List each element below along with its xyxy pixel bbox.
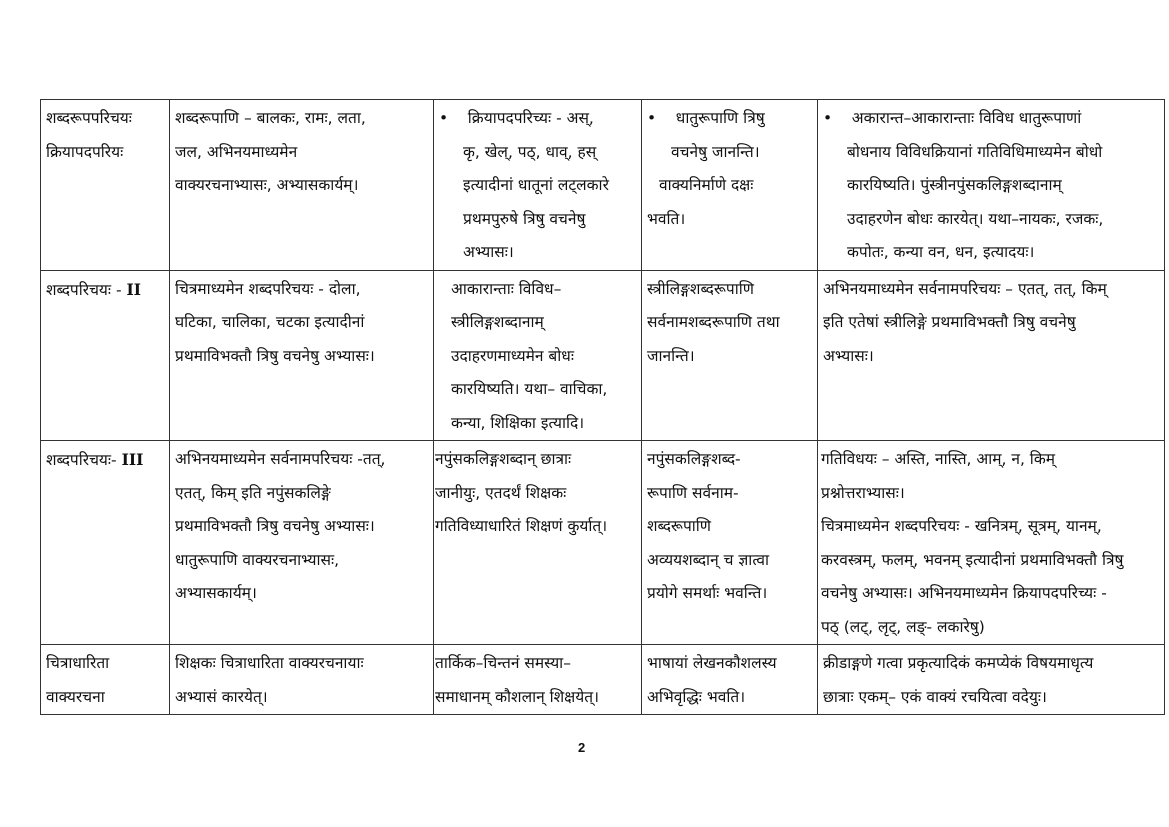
- activity-line: क्रियापदपरिच्यः - अस्,: [467, 109, 594, 127]
- activity-line: कारयिष्यति। यथा– वाचिका,: [451, 380, 608, 398]
- content-cell: [170, 100, 434, 271]
- page-number: 2: [578, 740, 586, 755]
- method-line: पठ् (लट्, लृट्, लङ्- लकारेषु): [821, 617, 985, 636]
- topic-line: शब्दपरिचयः -: [46, 280, 127, 299]
- outcome-line: भाषायां लेखनकौशलस्य: [647, 654, 777, 672]
- content-line: घटिका, चालिका, चटका इत्यादीनां: [175, 313, 365, 331]
- content-cell: [170, 270, 434, 441]
- topic-line: चित्राधारिता: [46, 654, 110, 672]
- method-line: कपोतः, कन्या वन, धन, इत्यादयः।: [847, 243, 1035, 261]
- content-line: धातुरूपाणि वाक्यरचनाभ्यासः,: [175, 550, 340, 569]
- topic-cell: [41, 441, 170, 645]
- method-cell: [818, 100, 1165, 271]
- method-cell: [818, 270, 1165, 441]
- activity-line: इत्यादीनां धातूनां लट्लकारे: [463, 176, 609, 194]
- activity-line: जानीयुः, एतदर्थं शिक्षकः: [435, 483, 567, 502]
- content-line: वाक्यरचनाभ्यासः, अभ्यासकार्यम्।: [175, 176, 359, 194]
- outcome-line: रूपाणि सर्वनाम-: [647, 483, 739, 502]
- method-line: चित्रमाध्यमेन शब्दपरिचयः - खनित्रम्, सूत्रम्, यानम्,: [821, 517, 1102, 535]
- outcome-line: धातुरूपाणि त्रिषु: [675, 109, 765, 127]
- content-line: शिक्षकः चित्राधारिता वाक्यरचनायाः: [175, 654, 364, 672]
- bullet-icon: •: [439, 109, 449, 127]
- activity-line: उदाहरणमाध्यमेन बोधः: [451, 346, 574, 365]
- method-line: अकारान्त–आकारान्ताः विविध धातुरूपाणां: [851, 109, 1082, 127]
- method-line: अभ्यासः।: [823, 346, 874, 365]
- activity-cell: [434, 270, 642, 441]
- outcome-line: जानन्ति।: [647, 346, 695, 365]
- topic-cell: [41, 270, 170, 441]
- activity-line: प्रथमपुरुषे त्रिषु वचनेषु: [463, 209, 586, 228]
- outcome-line: शब्दरूपाणि: [647, 517, 712, 535]
- method-line: कारयिष्यति। पुंस्त्रीनपुंसकलिङ्गशब्दानाम्: [847, 176, 1062, 194]
- content-line: जल, अभिनयमाध्यमेन: [175, 142, 298, 161]
- method-line: बोधनाय विविधक्रियानां गतिविधिमाध्यमेन बोधो: [847, 142, 1103, 161]
- method-cell: [818, 441, 1165, 645]
- activity-line: स्त्रीलिङ्गशब्दानाम्: [451, 313, 544, 331]
- outcome-cell: [642, 441, 818, 645]
- method-line: छात्राः एकम्– एकं वाक्यं रचयित्वा वदेयुः।: [823, 687, 1047, 706]
- outcome-line: सर्वनामशब्दरूपाणि तथा: [647, 313, 780, 331]
- activity-cell: [434, 100, 642, 271]
- topic-numeral: III: [121, 450, 144, 469]
- bullet-line: [647, 102, 812, 136]
- table-row: [41, 270, 1165, 441]
- method-line: प्रश्नोत्तराभ्यासः।: [821, 483, 905, 502]
- method-line: उदाहरणेन बोधः कारयेत्। यथा–नायकः, रजकः,: [847, 209, 1104, 228]
- content-line: अभ्यासं कारयेत्।: [175, 687, 268, 706]
- content-line: चित्रमाध्यमेन शब्दपरिचयः - दोला,: [175, 279, 361, 298]
- topic-cell: [41, 100, 170, 271]
- syllabus-table: [40, 99, 1165, 715]
- table-row: [41, 100, 1165, 271]
- bullet-icon: •: [823, 109, 833, 127]
- content-line: प्रथमाविभक्तौ त्रिषु वचनेषु अभ्यासः।: [175, 346, 375, 365]
- method-line: करवस्त्रम्, फलम्, भवनम् इत्यादीनां प्रथमाविभक्तौ त्रिषु: [821, 550, 1124, 569]
- method-line: अभिनयमाध्यमेन सर्वनामपरिचयः – एतत्, तत्, किम्: [823, 279, 1107, 298]
- outcome-line: भवति।: [647, 209, 686, 228]
- content-line: एतत्, किम् इति नपुंसकलिङ्गे: [175, 483, 331, 502]
- activity-line: गतिविध्याधारितं शिक्षणं कुर्यात्।: [435, 517, 608, 535]
- outcome-line: प्रयोगे समर्थाः भवन्ति।: [647, 584, 768, 602]
- content-line: अभ्यासकार्यम्।: [175, 584, 257, 602]
- topic-line: शब्दपरिचयः-: [46, 451, 122, 469]
- outcome-cell: [642, 645, 818, 715]
- activity-line: अभ्यासः।: [463, 243, 514, 261]
- outcome-line: स्त्रीलिङ्गशब्दरूपाणि: [647, 279, 754, 298]
- outcome-cell: [642, 100, 818, 271]
- content-cell: [170, 441, 434, 645]
- table-row: [41, 645, 1165, 715]
- activity-line: तार्किक–चिन्तनं समस्या–: [435, 654, 571, 672]
- topic-cell: [41, 645, 170, 715]
- bullet-line: [439, 102, 636, 136]
- bullet-line: [823, 102, 1159, 136]
- outcome-line: वचनेषु जानन्ति।: [671, 142, 760, 161]
- method-line: वचनेषु अभ्यासः। अभिनयमाध्यमेन क्रियापदपरिच्यः -: [821, 584, 1107, 602]
- content-line: शब्दरूपाणि – बालकः, रामः, लता,: [175, 109, 366, 127]
- outcome-cell: [642, 270, 818, 441]
- method-cell: [818, 645, 1165, 715]
- activity-line: कन्या, शिक्षिका इत्यादि।: [451, 413, 585, 432]
- activity-line: आकारान्ताः विविध–: [451, 279, 562, 298]
- topic-line: वाक्यरचना: [46, 687, 105, 706]
- method-line: इति एतेषां स्त्रीलिङ्गे प्रथमाविभक्तौ त्रिषु वचनेषु: [823, 313, 1076, 331]
- topic-line: क्रियापदपरियः: [46, 142, 124, 161]
- table-row: [41, 441, 1165, 645]
- bullet-icon: •: [647, 109, 657, 127]
- content-line: प्रथमाविभक्तौ त्रिषु वचनेषु अभ्यासः।: [175, 517, 375, 535]
- method-line: गतिविधयः – अस्ति, नास्ति, आम्, न, किम्: [821, 450, 1055, 468]
- outcome-line: नपुंसकलिङ्गशब्द-: [647, 450, 741, 468]
- activity-line: कृ, खेल्, पठ्, धाव्, हस्: [463, 142, 597, 161]
- activity-cell: [434, 441, 642, 645]
- topic-line: शब्दरूपपरिचयः: [46, 109, 132, 127]
- activity-cell: [434, 645, 642, 715]
- outcome-line: अव्ययशब्दान् च ज्ञात्वा: [647, 550, 770, 569]
- content-cell: [170, 645, 434, 715]
- activity-line: समाधानम् कौशलान् शिक्षयेत्।: [435, 687, 599, 706]
- method-line: क्रीडाङ्गणे गत्वा प्रकृत्यादिकं कमप्येकं विषयमाधृत्य: [823, 654, 1094, 672]
- outcome-line: वाक्यनिर्माणे दक्षः: [659, 176, 754, 194]
- topic-numeral: II: [126, 279, 142, 299]
- content-line: अभिनयमाध्यमेन सर्वनामपरिचयः -तत्,: [175, 450, 386, 468]
- activity-line: नपुंसकलिङ्गशब्दान् छात्राः: [435, 450, 572, 468]
- outcome-line: अभिवृद्धिः भवति।: [647, 687, 746, 706]
